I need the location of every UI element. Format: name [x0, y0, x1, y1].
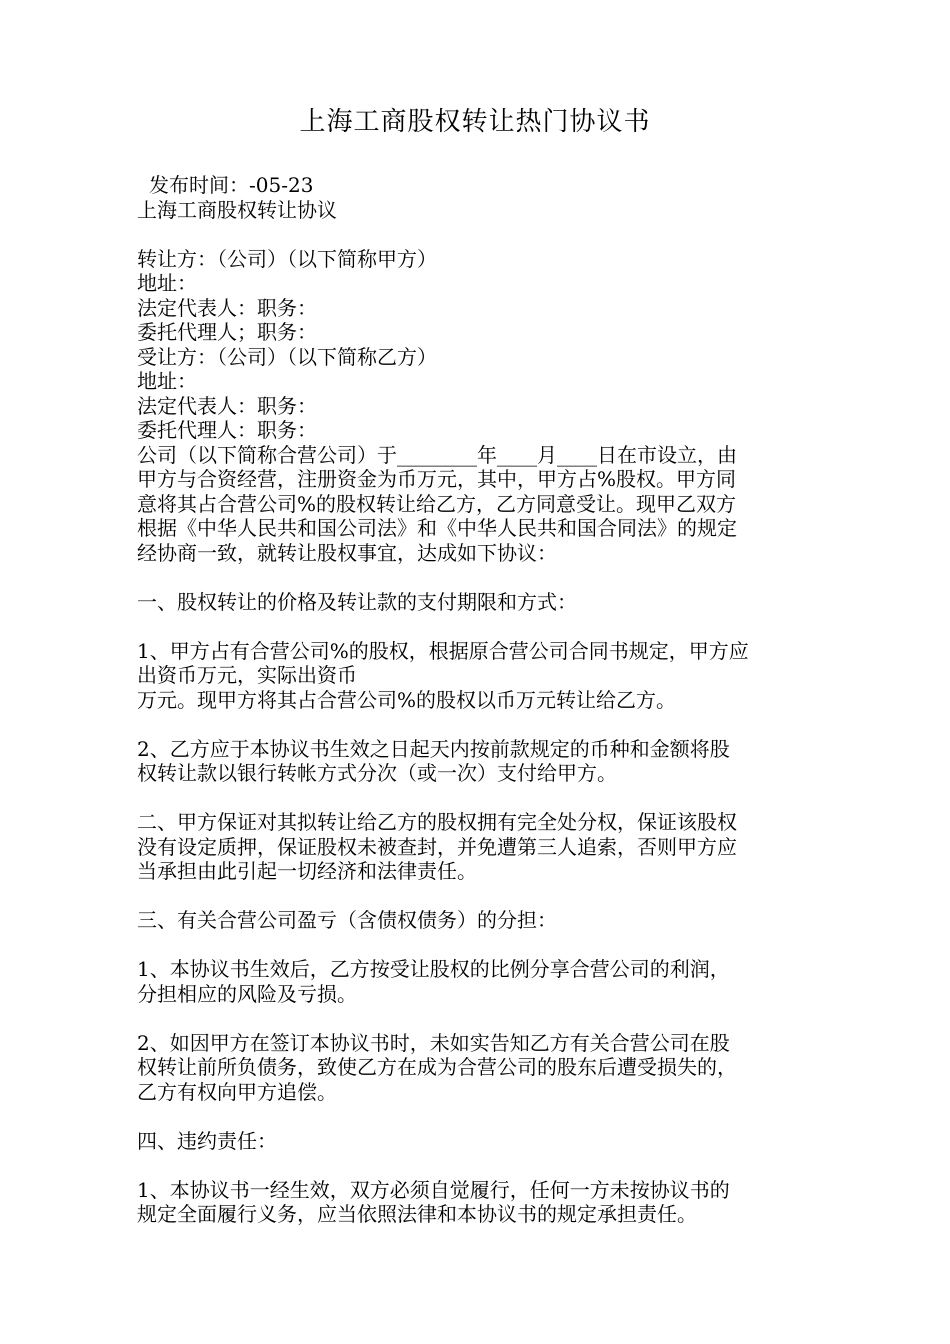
intro-line: 经协商一致，就转让股权事宜，达成如下协议：: [137, 540, 557, 565]
paragraph-line: 二、甲方保证对其拟转让给乙方的股权拥有完全处分权，保证该股权: [137, 810, 737, 834]
section-1-item-1: [137, 639, 817, 713]
paragraph-line: 1、本协议书一经生效，双方必须自觉履行，任何一方未按协议书的: [137, 1177, 730, 1202]
section-3-heading: 三、有关合营公司盈亏（含债权债务）的分担：: [137, 908, 557, 932]
section-1-heading: 一、股权转让的价格及转让款的支付期限和方式：: [137, 589, 577, 614]
spacer: [137, 1104, 817, 1129]
paragraph-line: 乙方有权向甲方追偿。: [137, 1079, 337, 1104]
transferee-line: 受让方：（公司）（以下简称乙方）: [137, 344, 437, 369]
transferor-representative: 法定代表人：职务：: [137, 295, 317, 320]
document-subtitle: 上海工商股权转让协议: [137, 197, 337, 222]
spacer: [137, 1006, 817, 1031]
spacer: [137, 222, 817, 247]
paragraph-line: 出资币万元，实际出资币: [137, 663, 357, 687]
intro-paragraph: [137, 443, 817, 566]
intro-line: 根据《中华人民共和国公司法》和《中华人民共和国合同法》的规定: [137, 516, 737, 540]
paragraph-line: 权转让前所负债务，致使乙方在成为合营公司的股东后遭受损失的，: [137, 1055, 737, 1079]
publish-date: 发布时间：-05-23: [149, 173, 314, 197]
section-4-heading: 四、违约责任：: [137, 1128, 277, 1153]
spacer: [137, 786, 817, 811]
transferor-address: 地址：: [137, 271, 197, 295]
document-body: [137, 173, 817, 1227]
paragraph-line: 1、甲方占有合营公司%的股权，根据原合营公司合同书规定，甲方应: [137, 638, 749, 663]
paragraph-line: 万元。现甲方将其占合营公司%的股权以币万元转让给乙方。: [137, 687, 677, 712]
intro-line: 甲方与合资经营，注册资金为币万元，其中，甲方占%股权。甲方同: [137, 467, 737, 491]
section-3-item-1: [137, 957, 817, 1006]
spacer: [137, 1153, 817, 1178]
transferee-address: 地址：: [137, 369, 197, 393]
intro-line: 公司（以下简称合营公司）于________年____月____日在市设立，由: [137, 442, 737, 467]
paragraph-line: 2、乙方应于本协议书生效之日起天内按前款规定的币种和金额将股: [137, 736, 730, 761]
section-4-item-1: [137, 1178, 817, 1227]
paragraph-line: 规定全面履行义务，应当依照法律和本协议书的规定承担责任。: [137, 1202, 697, 1226]
paragraph-line: 1、本协议书生效后，乙方按受让股权的比例分享合营公司的利润，: [137, 957, 730, 981]
transferee-agent: 委托代理人：职务：: [137, 418, 317, 442]
spacer: [137, 884, 817, 909]
paragraph-line: 分担相应的风险及亏损。: [137, 981, 357, 1006]
section-3-item-2: [137, 1031, 817, 1105]
transferee-representative: 法定代表人：职务：: [137, 393, 317, 418]
paragraph-line: 没有设定质押，保证股权未被查封，并免遭第三人追索，否则甲方应: [137, 834, 737, 859]
section-2-paragraph: [137, 810, 817, 884]
section-1-item-2: [137, 737, 817, 786]
transferor-agent: 委托代理人；职务：: [137, 320, 317, 344]
spacer: [137, 565, 817, 590]
transferor-line: 转让方：（公司）（以下简称甲方）: [137, 246, 437, 271]
document-title: 上海工商股权转让热门协议书: [299, 107, 651, 137]
intro-line: 意将其占合营公司%的股权转让给乙方，乙方同意受让。现甲乙双方: [137, 491, 737, 516]
spacer: [137, 712, 817, 737]
spacer: [137, 933, 817, 958]
paragraph-line: 2、如因甲方在签订本协议书时，未如实告知乙方有关合营公司在股: [137, 1030, 730, 1055]
paragraph-line: 当承担由此引起一切经济和法律责任。: [137, 859, 477, 883]
spacer: [137, 614, 817, 639]
paragraph-line: 权转让款以银行转帐方式分次（或一次）支付给甲方。: [137, 761, 617, 785]
